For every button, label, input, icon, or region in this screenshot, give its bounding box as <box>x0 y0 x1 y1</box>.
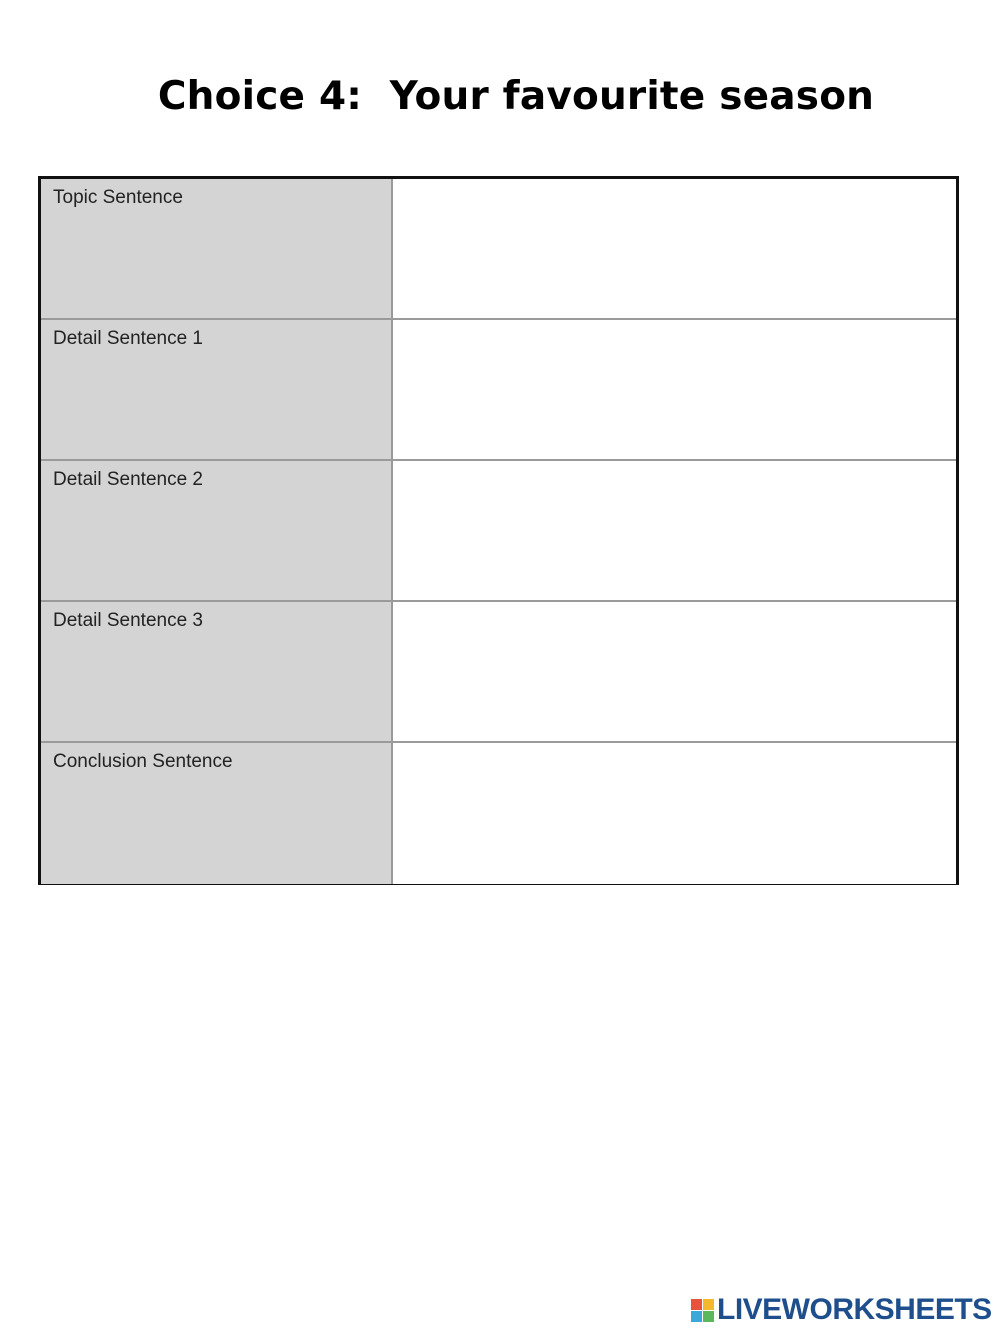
conclusion-sentence-label: Conclusion Sentence <box>41 743 393 884</box>
detail-sentence-2-answer-field[interactable] <box>393 461 956 600</box>
detail-sentence-3-label: Detail Sentence 3 <box>41 602 393 741</box>
organizer-row-detail-3 <box>41 602 956 743</box>
organizer-row-conclusion <box>41 743 956 884</box>
detail-sentence-3-answer-field[interactable] <box>393 602 956 741</box>
topic-sentence-answer-field[interactable] <box>393 179 956 318</box>
detail-sentence-2-label: Detail Sentence 2 <box>41 461 393 600</box>
liveworksheets-brand <box>691 1293 992 1327</box>
conclusion-sentence-answer-field[interactable] <box>393 743 956 884</box>
detail-sentence-1-label: Detail Sentence 1 <box>41 320 393 459</box>
organizer-row-detail-1 <box>41 320 956 461</box>
organizer-row-topic <box>41 179 956 320</box>
topic-sentence-label: Topic Sentence <box>41 179 393 318</box>
organizer-row-detail-2 <box>41 461 956 602</box>
worksheet-title: Choice 4: Your favourite season <box>157 74 875 119</box>
liveworksheets-logo-icon <box>691 1299 714 1322</box>
brand-wordmark: LIVEWORKSHEETS <box>717 1293 992 1326</box>
paragraph-organizer-table <box>38 176 959 885</box>
detail-sentence-1-answer-field[interactable] <box>393 320 956 459</box>
